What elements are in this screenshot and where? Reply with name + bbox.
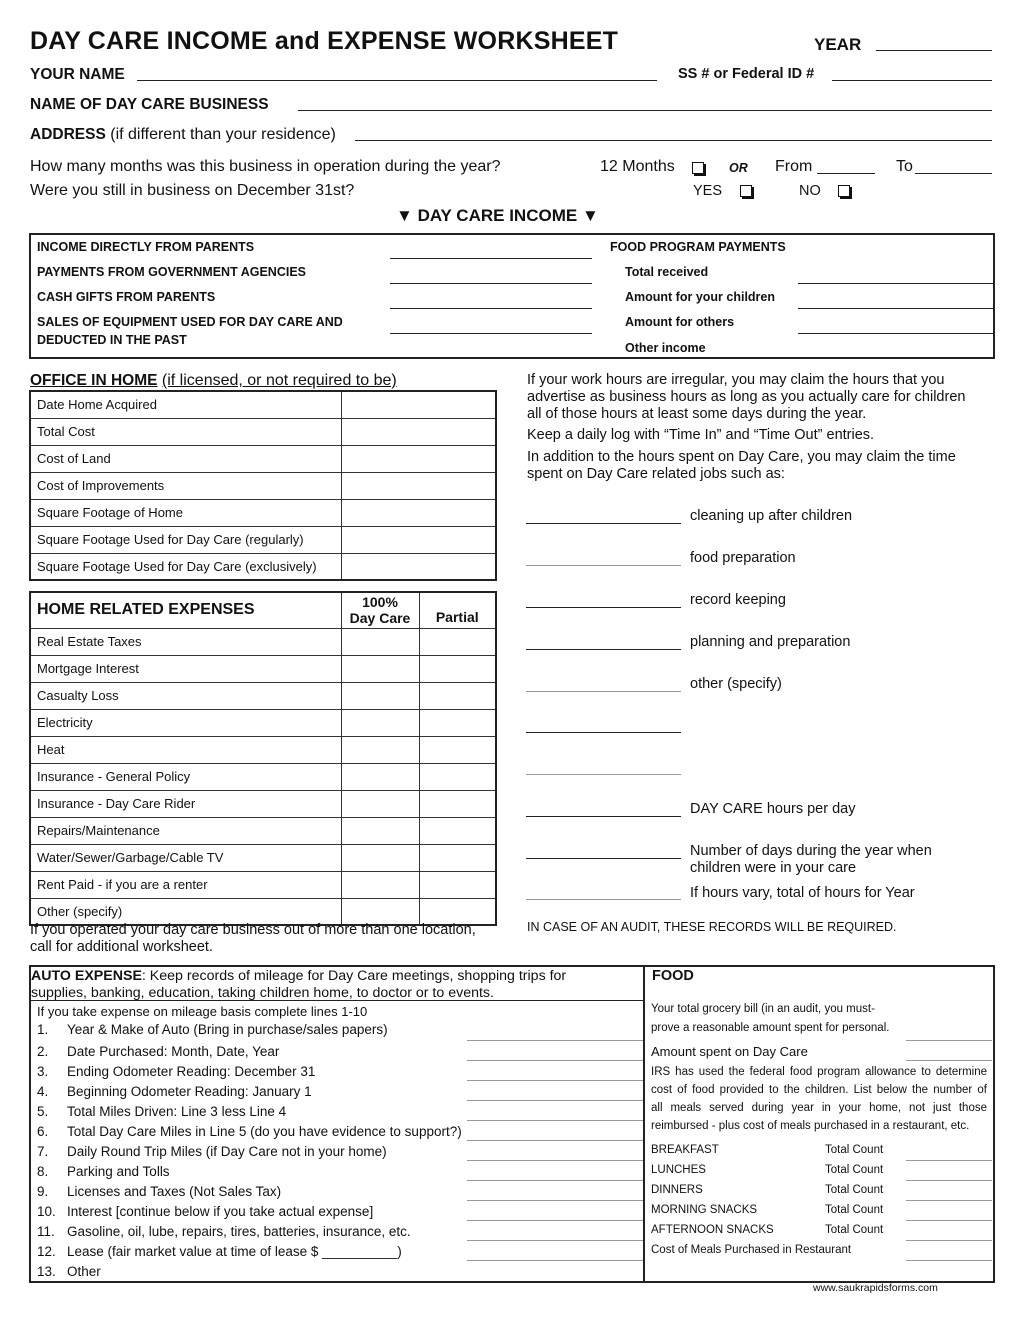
amount-others-label: Amount for others [625, 315, 735, 329]
expense-partial-cell[interactable] [419, 898, 496, 925]
col-partial: Partial [419, 592, 496, 628]
grocery-line-1: Your total grocery bill (in an audit, you must- [651, 1003, 875, 1015]
expense-full-cell[interactable] [341, 628, 419, 655]
irs-line-4: reimbursed - plus cost of meals purchased in a restaurant, etc. [651, 1120, 970, 1132]
meal-lunches: LUNCHES [651, 1164, 706, 1176]
multi-location-note-2: call for additional worksheet. [30, 939, 213, 955]
total-received-field[interactable] [798, 283, 994, 284]
auto-item-number: 12. [37, 1244, 56, 1259]
auto-answer-field[interactable] [467, 1240, 643, 1241]
office-row-label: Square Footage of Home [30, 499, 341, 526]
office-row-label: Cost of Improvements [30, 472, 341, 499]
multi-location-note-1: If you operated your day care business out of more than one location, [30, 922, 476, 938]
grocery-field[interactable] [906, 1040, 992, 1041]
expense-full-cell[interactable] [341, 844, 419, 871]
expense-full-cell[interactable] [341, 736, 419, 763]
expense-full-cell[interactable] [341, 682, 419, 709]
hours-p2: Keep a daily log with “Time In” and “Time Out” entries. [527, 427, 875, 443]
auto-answer-field[interactable] [467, 1260, 643, 1261]
auto-heading: AUTO EXPENSE [31, 968, 142, 984]
auto-item-text: Year & Make of Auto (Bring in purchase/sales papers) [67, 1022, 388, 1037]
auto-item-text: Date Purchased: Month, Date, Year [67, 1044, 280, 1059]
expense-partial-cell[interactable] [419, 682, 496, 709]
auto-food-divider [643, 966, 645, 1282]
expense-full-cell[interactable] [341, 709, 419, 736]
income-government-label: PAYMENTS FROM GOVERNMENT AGENCIES [37, 265, 307, 279]
twelve-months-label: 12 Months [600, 158, 675, 175]
address-label: ADDRESS [30, 126, 106, 143]
expense-partial-cell[interactable] [419, 844, 496, 871]
expense-full-cell[interactable] [341, 898, 419, 925]
expense-row-label: Heat [30, 736, 341, 763]
income-equipment-field[interactable] [390, 333, 592, 334]
total-count-label: Total Count [825, 1164, 884, 1176]
auto-item-text: Lease (fair market value at time of lease $ __________) [67, 1244, 402, 1259]
auto-answer-field[interactable] [467, 1040, 643, 1041]
food-prep-hours-field[interactable] [526, 565, 681, 566]
months-question: How many months was this business in operation during the year? [30, 158, 501, 175]
col-100-line1: 100% [362, 594, 398, 611]
expense-row-label: Mortgage Interest [30, 655, 341, 682]
office-row-value[interactable] [341, 418, 496, 445]
auto-item-text: Interest [continue below if you take actual expense] [67, 1204, 374, 1219]
restaurant-label: Cost of Meals Purchased in Restaurant [651, 1244, 852, 1256]
auto-item-number: 7. [37, 1144, 49, 1159]
amount-spent-field[interactable] [906, 1060, 992, 1061]
auto-desc-2: supplies, banking, education, taking children home, to doctor or to events. [31, 985, 494, 1001]
afternoon-snacks-count-field[interactable] [906, 1240, 992, 1241]
days-label-2: children were in your care [690, 860, 857, 876]
your-name-field[interactable] [137, 80, 657, 81]
year-field[interactable] [876, 50, 992, 51]
auto-item-text: Licenses and Taxes (Not Sales Tax) [67, 1184, 282, 1199]
auto-item-number: 6. [37, 1124, 49, 1139]
auto-item-number: 2. [37, 1044, 49, 1059]
hours-p1-line3: all of those hours at least some days during the year. [527, 406, 867, 422]
expense-row-label: Casualty Loss [30, 682, 341, 709]
job-record-keeping: record keeping [690, 592, 786, 608]
auto-answer-field[interactable] [467, 1080, 643, 1081]
from-field[interactable] [817, 173, 875, 174]
extra-hours-field-1[interactable] [526, 732, 681, 733]
office-row-value[interactable] [341, 526, 496, 553]
cleaning-hours-field[interactable] [526, 523, 681, 524]
office-row-label: Date Home Acquired [30, 391, 341, 418]
auto-answer-field[interactable] [467, 1100, 643, 1101]
hours-p1-line1: If your work hours are irregular, you may claim the hours that you [527, 372, 945, 388]
from-label: From [775, 158, 813, 175]
lunches-count-field[interactable] [906, 1180, 992, 1181]
expense-full-cell[interactable] [341, 655, 419, 682]
amount-your-children-field[interactable] [798, 308, 994, 309]
breakfast-count-field[interactable] [906, 1160, 992, 1161]
record-keeping-hours-field[interactable] [526, 607, 681, 608]
no-label: NO [799, 183, 821, 199]
income-government-field[interactable] [390, 283, 592, 284]
auto-item-number: 1. [37, 1022, 49, 1037]
expense-row-label: Electricity [30, 709, 341, 736]
auto-item-text: Other [67, 1264, 101, 1279]
expense-row-label: Insurance - General Policy [30, 763, 341, 790]
auto-item-number: 9. [37, 1184, 49, 1199]
address-note: (if different than your residence) [110, 126, 336, 143]
hours-per-day-label: DAY CARE hours per day [690, 801, 856, 817]
business-name-field[interactable] [298, 110, 992, 111]
extra-hours-field-2[interactable] [526, 774, 681, 775]
auto-intro: If you take expense on mileage basis complete lines 1-10 [37, 1004, 368, 1019]
total-received-label: Total received [625, 265, 709, 279]
auto-item-text: Daily Round Trip Miles (if Day Care not in your home) [67, 1144, 387, 1159]
ssn-label: SS # or Federal ID # [678, 66, 815, 82]
total-count-label: Total Count [825, 1204, 884, 1216]
your-name-label: YOUR NAME [30, 66, 125, 83]
meal-dinners: DINNERS [651, 1184, 703, 1196]
auto-answer-field[interactable] [467, 1060, 643, 1061]
irs-line-2: cost of food provided to the children. List below the number of [651, 1084, 987, 1096]
yes-label: YES [693, 183, 723, 199]
expense-full-cell[interactable] [341, 763, 419, 790]
auto-answer-field[interactable] [467, 1220, 643, 1221]
planning-hours-field[interactable] [526, 649, 681, 650]
other-hours-field[interactable] [526, 691, 681, 692]
total-hours-field[interactable] [526, 899, 681, 900]
grocery-line-2: prove a reasonable amount spent for personal. [651, 1022, 890, 1034]
office-table [29, 390, 497, 581]
income-heading: DAY CARE INCOME [417, 206, 578, 225]
meal-morning-snacks: MORNING SNACKS [651, 1204, 758, 1216]
page-title: DAY CARE INCOME and EXPENSE WORKSHEET [30, 27, 619, 55]
audit-note: IN CASE OF AN AUDIT, THESE RECORDS WILL BE REQUIRED. [527, 920, 897, 934]
business-name-label: NAME OF DAY CARE BUSINESS [30, 96, 269, 113]
hours-p3-line2: spent on Day Care related jobs such as: [527, 466, 785, 482]
expense-row-label: Other (specify) [30, 898, 341, 925]
to-field[interactable] [915, 173, 992, 174]
to-label: To [896, 158, 913, 175]
auto-item-number: 5. [37, 1104, 49, 1119]
food-program-label: FOOD PROGRAM PAYMENTS [610, 240, 786, 254]
col-100-line2: Day Care [349, 610, 411, 627]
yes-checkbox[interactable] [740, 185, 752, 197]
expense-partial-cell[interactable] [419, 817, 496, 844]
job-cleaning: cleaning up after children [690, 508, 853, 524]
amount-your-children-label: Amount for your children [625, 290, 775, 304]
auto-desc-1: : Keep records of mileage for Day Care meetings, shopping trips for [141, 968, 567, 984]
office-row-value[interactable] [341, 472, 496, 499]
or-label: OR [729, 161, 748, 175]
expense-row-label: Rent Paid - if you are a renter [30, 871, 341, 898]
down-triangle-icon: ▼ [581, 206, 599, 225]
total-count-label: Total Count [825, 1224, 884, 1236]
auto-item-text: Ending Odometer Reading: December 31 [67, 1064, 316, 1079]
hours-p1-line2: advertise as business hours as long as you actually care for children [527, 389, 966, 405]
expense-row-label: Repairs/Maintenance [30, 817, 341, 844]
auto-answer-field[interactable] [467, 1140, 643, 1141]
office-heading: OFFICE IN HOME [30, 372, 158, 389]
expense-partial-cell[interactable] [419, 763, 496, 790]
website-footer: www.saukrapidsforms.com [813, 1282, 938, 1294]
auto-item-text: Parking and Tolls [67, 1164, 170, 1179]
expense-partial-cell[interactable] [419, 790, 496, 817]
office-row-label: Square Footage Used for Day Care (exclusively) [30, 553, 341, 580]
auto-item-number: 8. [37, 1164, 49, 1179]
expense-row-label: Insurance - Day Care Rider [30, 790, 341, 817]
auto-item-text: Gasoline, oil, lube, repairs, tires, batteries, insurance, etc. [67, 1224, 411, 1239]
office-row-value[interactable] [341, 553, 496, 580]
restaurant-field[interactable] [906, 1260, 992, 1261]
income-deducted-label: DEDUCTED IN THE PAST [37, 333, 187, 347]
job-food-prep: food preparation [690, 550, 796, 566]
expense-full-cell[interactable] [341, 790, 419, 817]
morning-snacks-count-field[interactable] [906, 1220, 992, 1221]
income-parents-label: INCOME DIRECTLY FROM PARENTS [37, 240, 255, 254]
auto-item-number: 3. [37, 1064, 49, 1079]
meal-breakfast: BREAKFAST [651, 1144, 719, 1156]
office-row-value[interactable] [341, 499, 496, 526]
dinners-count-field[interactable] [906, 1200, 992, 1201]
year-label: YEAR [814, 35, 862, 54]
office-row-value[interactable] [341, 445, 496, 472]
meal-afternoon-snacks: AFTERNOON SNACKS [651, 1224, 774, 1236]
auto-item-text: Beginning Odometer Reading: January 1 [67, 1084, 312, 1099]
expense-partial-cell[interactable] [419, 709, 496, 736]
home-expenses-heading: HOME RELATED EXPENSES [30, 592, 341, 628]
office-row-value[interactable] [341, 391, 496, 418]
expense-partial-cell[interactable] [419, 628, 496, 655]
job-other: other (specify) [690, 676, 782, 692]
expense-partial-cell[interactable] [419, 655, 496, 682]
irs-line-1: IRS has used the federal food program allowance to determine [651, 1066, 987, 1078]
address-field[interactable] [355, 140, 992, 141]
amount-others-field[interactable] [798, 333, 994, 334]
expense-partial-cell[interactable] [419, 871, 496, 898]
expense-row-label: Water/Sewer/Garbage/Cable TV [30, 844, 341, 871]
hours-vary-label: If hours vary, total of hours for Year [690, 885, 915, 901]
office-heading-note: (if licensed, or not required to be) [161, 372, 397, 389]
auto-answer-field[interactable] [467, 1120, 643, 1121]
auto-item-number: 11. [37, 1224, 55, 1239]
auto-answer-field[interactable] [467, 1180, 643, 1181]
home-expenses-table [29, 591, 497, 926]
hours-per-day-field[interactable] [526, 816, 681, 817]
office-row-label: Total Cost [30, 418, 341, 445]
hours-p3-line1: In addition to the hours spent on Day Care, you may claim the time [527, 449, 956, 465]
down-triangle-icon: ▼ [396, 206, 413, 225]
job-planning: planning and preparation [690, 634, 851, 650]
total-count-label: Total Count [825, 1184, 884, 1196]
still-in-business-question: Were you still in business on December 31st? [30, 182, 355, 199]
auto-answer-field[interactable] [467, 1200, 643, 1201]
other-income-label: Other income [625, 341, 706, 355]
office-row-label: Square Footage Used for Day Care (regularly) [30, 526, 341, 553]
no-checkbox[interactable] [838, 185, 850, 197]
auto-item-text: Total Day Care Miles in Line 5 (do you have evidence to support?) [67, 1124, 462, 1139]
expense-row-label: Real Estate Taxes [30, 628, 341, 655]
income-gifts-label: CASH GIFTS FROM PARENTS [37, 290, 216, 304]
auto-answer-field[interactable] [467, 1160, 643, 1161]
irs-line-3: all meals served during year in your home, not just those [651, 1102, 987, 1114]
income-gifts-field[interactable] [390, 308, 592, 309]
food-heading: FOOD [652, 968, 694, 984]
income-equipment-label: SALES OF EQUIPMENT USED FOR DAY CARE AND [37, 315, 343, 329]
office-row-label: Cost of Land [30, 445, 341, 472]
days-field[interactable] [526, 858, 681, 859]
ssn-field[interactable] [832, 80, 992, 81]
auto-item-number: 4. [37, 1084, 49, 1099]
twelve-months-checkbox[interactable] [692, 162, 704, 174]
total-count-label: Total Count [825, 1144, 884, 1156]
expense-full-cell[interactable] [341, 817, 419, 844]
income-parents-field[interactable] [390, 258, 592, 259]
expense-partial-cell[interactable] [419, 736, 496, 763]
amount-spent-label: Amount spent on Day Care [651, 1044, 808, 1059]
days-label-1: Number of days during the year when [690, 843, 932, 859]
auto-item-number: 13. [37, 1264, 56, 1279]
expense-full-cell[interactable] [341, 871, 419, 898]
auto-item-text: Total Miles Driven: Line 3 less Line 4 [67, 1104, 287, 1119]
auto-item-number: 10. [37, 1204, 56, 1219]
